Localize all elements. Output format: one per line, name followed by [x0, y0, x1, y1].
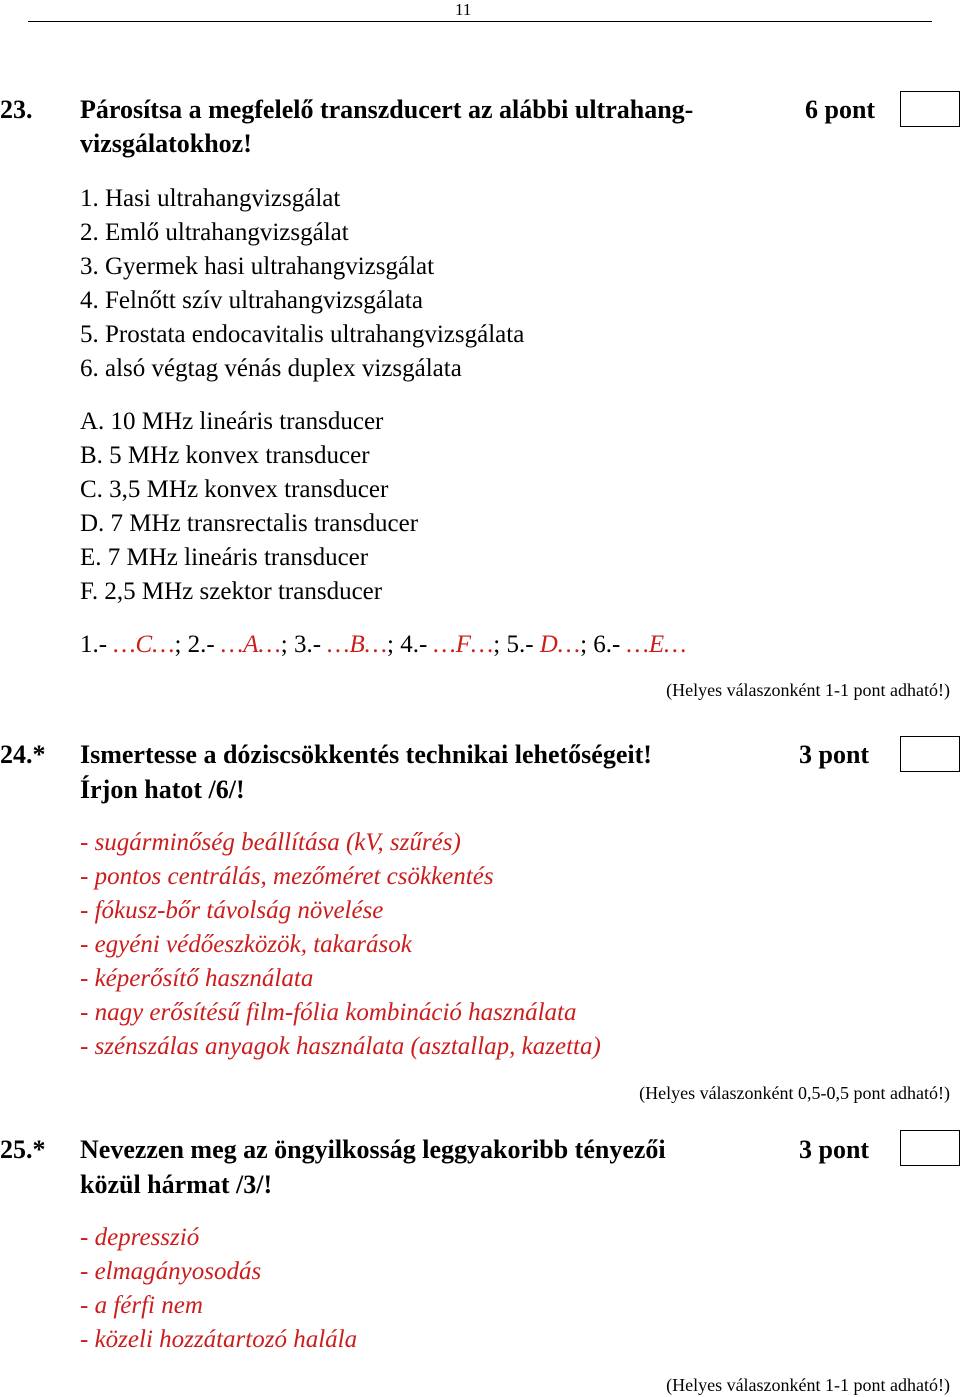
- q23-number: 23.: [0, 95, 33, 124]
- q23-item-4: 4. Felnőtt szív ultrahangvizsgálata: [80, 287, 423, 314]
- q23-score-box[interactable]: [900, 91, 960, 127]
- q23-item-2: 2. Emlő ultrahangvizsgálat: [80, 219, 349, 246]
- q23-option-c: C. 3,5 MHz konvex transducer: [80, 476, 389, 503]
- q23-item-3: 3. Gyermek hasi ultrahangvizsgálat: [80, 253, 435, 280]
- q24-answer-6: - nagy erősítésű film-fólia kombináció használata: [80, 999, 577, 1026]
- q24-answer-1: - sugárminőség beállítása (kV, szűrés): [80, 829, 461, 856]
- q24-answer-2: - pontos centrálás, mezőméret csökkentés: [80, 863, 494, 890]
- q25-title-line1: Nevezzen meg az öngyilkosság leggyakoribb tényezői: [80, 1135, 666, 1164]
- q24-points: 3 pont: [799, 740, 870, 769]
- q23-answer-3-value: …B…: [327, 631, 387, 658]
- q23-answer-6-label: 6.-: [593, 631, 621, 658]
- q23-item-5: 5. Prostata endocavitalis ultrahangvizsgálata: [80, 321, 525, 348]
- q25-number: 25.*: [0, 1135, 46, 1164]
- q25-answer-4: - közeli hozzátartozó halála: [80, 1326, 358, 1353]
- q24-answer-4: - egyéni védőeszközök, takarások: [80, 931, 412, 958]
- q25-score-box[interactable]: [900, 1130, 960, 1166]
- q23-answer-5-sep: ;: [580, 631, 588, 658]
- q24-title-line1: Ismertesse a dóziscsökkentés technikai lehetőségeit!: [80, 740, 652, 769]
- q25-answer-1: - depresszió: [80, 1224, 200, 1251]
- q23-answer-1-sep: ;: [174, 631, 182, 658]
- q23-option-a: A. 10 MHz lineáris transducer: [80, 408, 384, 435]
- q24-answer-7: - szénszálas anyagok használata (asztallap, kazetta): [80, 1033, 601, 1060]
- q23-answer-5-value: D…: [539, 631, 581, 658]
- q24-note: (Helyes válaszonként 0,5-0,5 pont adható!): [639, 1083, 950, 1103]
- q23-answer-3-label: 3.-: [293, 631, 322, 658]
- q23-note: (Helyes válaszonként 1-1 pont adható!): [666, 680, 950, 700]
- q23-option-f: F. 2,5 MHz szektor transducer: [80, 578, 383, 605]
- q23-answer-5-label: 5.-: [506, 631, 534, 658]
- q23-option-d: D. 7 MHz transrectalis transducer: [80, 510, 419, 537]
- q25-answer-2: - elmagányosodás: [80, 1258, 262, 1285]
- q23-option-e: E. 7 MHz lineáris transducer: [80, 544, 369, 571]
- q24-score-box[interactable]: [900, 736, 960, 772]
- q25-answer-3: - a férfi nem: [80, 1292, 203, 1319]
- q23-answer-2-sep: ;: [280, 631, 288, 658]
- q24-number: 24.*: [0, 740, 46, 769]
- q25-title-line2: közül hármat /3/!: [80, 1170, 273, 1199]
- q23-answer-6-value: …E…: [626, 631, 687, 658]
- header-rule: [28, 21, 932, 22]
- q25-note: (Helyes válaszonként 1-1 pont adható!): [666, 1375, 950, 1395]
- q24-answer-3: - fókusz-bőr távolság növelése: [80, 897, 384, 924]
- q23-answer-2-label: 2.-: [187, 631, 215, 658]
- q23-title-line2: vizsgálatokhoz!: [80, 129, 252, 158]
- q23-answer-2-value: …A…: [221, 631, 281, 658]
- q23-answer-4-value: …F…: [433, 631, 494, 658]
- q23-answer-3-sep: ;: [387, 631, 394, 658]
- q23-answer-1-label: 1.-: [80, 631, 108, 658]
- q23-answer-4-label: 4.-: [400, 631, 428, 658]
- q24-title-line2: Írjon hatot /6/!: [80, 775, 245, 804]
- q23-item-6: 6. alsó végtag vénás duplex vizsgálata: [80, 355, 462, 382]
- q23-title-line1: Párosítsa a megfelelő transzducert az alábbi ultrahang-: [80, 95, 694, 124]
- q24-answer-5: - képerősítő használata: [80, 965, 314, 992]
- q23-option-b: B. 5 MHz konvex transducer: [80, 442, 370, 469]
- q23-answer-4-sep: ;: [493, 631, 501, 658]
- q23-points: 6 pont: [805, 95, 876, 124]
- page-number: 11: [455, 0, 472, 19]
- q23-item-1: 1. Hasi ultrahangvizsgálat: [80, 185, 341, 212]
- q25-points: 3 pont: [799, 1135, 870, 1164]
- q23-answer-1-value: …C…: [113, 631, 175, 658]
- q23-answer-line: [80, 628, 686, 662]
